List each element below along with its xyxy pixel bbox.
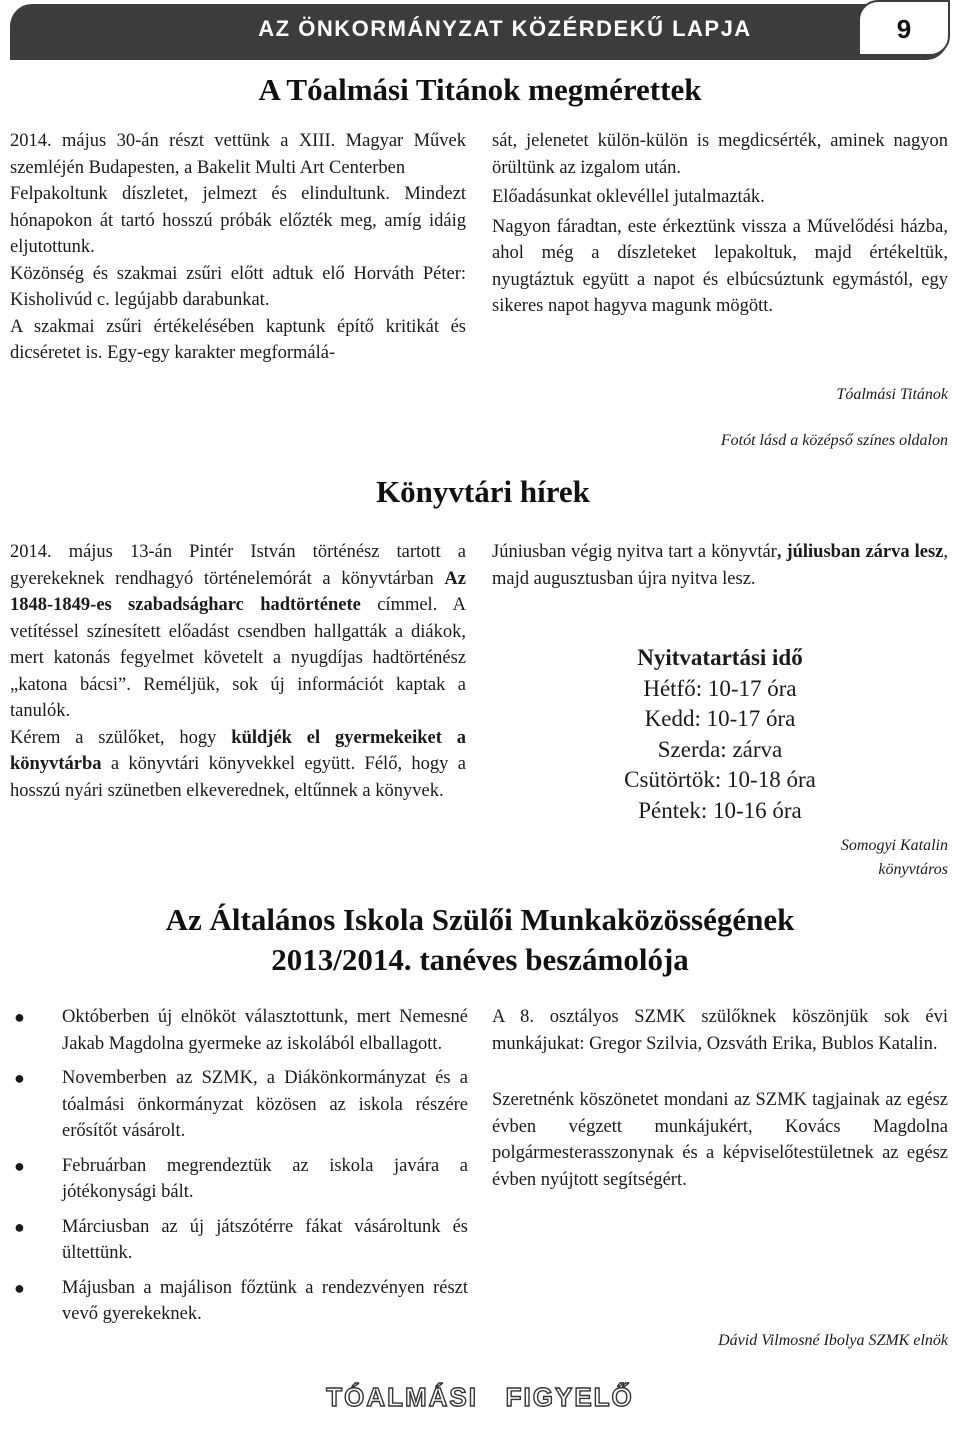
paragraph: Felpakoltunk díszletet, jelmezt és elindultunk. Mindezt hónapokon át tartó hosszú próbák előzték meg, amíg idáig eljutottunk. (10, 184, 466, 257)
article-titanok-right-column (492, 128, 948, 320)
opening-hours-line: Csütörtök: 10-18 óra (624, 767, 816, 792)
article-szmk-right-column (492, 1004, 948, 1193)
article-title-line: 2013/2014. tanéves beszámolója (271, 942, 689, 977)
bullet-icon: ● (14, 1277, 25, 1298)
opening-hours-line: Hétfő: 10-17 óra (643, 675, 797, 701)
opening-hours-line: Szerda: zárva (657, 736, 783, 762)
bullet-icon: ● (14, 1007, 25, 1027)
page-number: 9 (858, 0, 950, 56)
article-szmk-left-column (10, 1004, 468, 1336)
article-title-titanok: A Tóalmási Titánok megmérettek (258, 72, 702, 107)
opening-hours-title: Nyitvatartási idő (637, 645, 803, 670)
list-item: ● Októberben új elnököt választottunk, mert Nemesné Jakab Magdolna gyermeke az iskolából elballagott. (10, 1004, 468, 1057)
paragraph: 2014. május 30-án részt vettünk a XIII. Magyar Művek szemléjén Budapesten, a Bakelit Multi Art Centerben (10, 131, 466, 178)
article-library-right-column (492, 539, 948, 592)
paragraph: Nagyon fáradtan, este érkeztünk vissza a Művelődési házba, ahol még a díszleteket lepakoltuk, majd értékeltük, nyugtáztuk együtt a napot és elbúcsúztunk egymástól, egy sikeres napot hagyva magunk mögött. (492, 216, 948, 316)
photo-note: Fotót lásd a középső színes oldalon (720, 432, 948, 449)
emphasis: küldjék el gyermekeiket a könyvtárba (10, 727, 466, 774)
article-titanok-signature: Tóalmási Titánok (836, 386, 948, 403)
publication-logo: TÓALMÁSI FIGYELŐ (326, 1382, 634, 1412)
list-item: ● Márciusban az új játszótérre fákat vásároltunk és ültettünk. (10, 1214, 468, 1267)
signature-name: Somogyi Katalin (840, 837, 948, 854)
paragraph: Júniusban végig nyitva tart a könyvtár, júliusban zárva lesz, majd augusztusban újra nyitva lesz. (492, 542, 948, 589)
opening-hours-line: Kedd: 10-17 óra (644, 706, 796, 731)
list-item: ● Februárban megrendeztük az iskola javára a jótékonysági bált. (10, 1153, 468, 1206)
article-titanok-left-column (10, 128, 466, 367)
bullet-icon: ● (14, 1216, 25, 1237)
opening-hours-line: Péntek: 10-16 óra (638, 797, 802, 823)
list-item: ● Novemberben az SZMK, a Diákönkormányzat és a tóalmási önkormányzat közösen az iskola részére erősítőt vásárolt. (10, 1065, 468, 1145)
article-library-left-column (10, 539, 466, 804)
article-library-signature (492, 834, 948, 882)
bullet-icon: ● (14, 1155, 25, 1176)
publication-tagline: AZ ÖNKORMÁNYZAT KÖZÉRDEKŰ LAPJA (258, 16, 752, 41)
opening-hours (492, 643, 948, 826)
lecture-title: Az 1848-1849-es szabadságharc hadtörténete (10, 568, 466, 615)
article-szmk-signature: Dávid Vilmosné Ibolya SZMK elnök (718, 1332, 948, 1349)
signature-role: könyvtáros (878, 861, 948, 878)
paragraph: Szeretnénk köszönetet mondani az SZMK tagjainak az egész évben végzett munkájukért, Kovács Magdolna polgármesterasszonynak és a képviselőtestületnek az egész évben nyújtott segítségért. (492, 1090, 948, 1190)
emphasis: , júliusban zárva lesz (776, 542, 944, 562)
article-title-line: Az Általános Iskola Szülői Munkaközösségének (165, 902, 795, 937)
article-title-szmk (0, 900, 960, 980)
activity-list (10, 1004, 468, 1328)
paragraph: A szakmai zsűri értékelésében kaptunk építő kritikát és dicséretet is. Egy-egy karakter megformálá- (10, 316, 466, 363)
paragraph: 2014. május 13-án Pintér István történész tartott a gyerekeknek rendhagyó történelemórát a könyvtárban Az 1848-1849-es szabadságharc hadtörténete címmel. A vetítéssel színesített előadást csendben hallgatták a diákok, mert katonás fegyelmet követelt a nyugdíjas hadtörténész „katona bácsi”. Reméljük, sok új információt kaptak a tanulók. (10, 542, 466, 721)
bullet-icon: ● (14, 1068, 25, 1088)
paragraph: Előadásunkat oklevéllel jutalmazták. (492, 187, 765, 207)
article-title-library: Könyvtári hírek (376, 474, 590, 509)
paragraph: Kérem a szülőket, hogy küldjék el gyermekeiket a könyvtárba a könyvtári könyvekkel együtt. Félő, hogy a hosszú nyári szünetben elkeverednek, eltűnnek a könyvek. (10, 727, 466, 801)
list-item: ● Májusban a majálison főztünk a rendezvényen részt vevő gyerekeknek. (10, 1275, 468, 1328)
paragraph: Közönség és szakmai zsűri előtt adtuk elő Horváth Péter: Kisholivúd c. legújabb darabunkat. (10, 263, 466, 310)
paragraph: A 8. osztályos SZMK szülőknek köszönjük sok évi munkájukat: Gregor Szilvia, Ozsváth Erika, Bublos Katalin. (492, 1007, 948, 1054)
paragraph: sát, jelenetet külön-külön is megdicsérték, aminek nagyon örültünk az izgalom után. (492, 131, 948, 178)
